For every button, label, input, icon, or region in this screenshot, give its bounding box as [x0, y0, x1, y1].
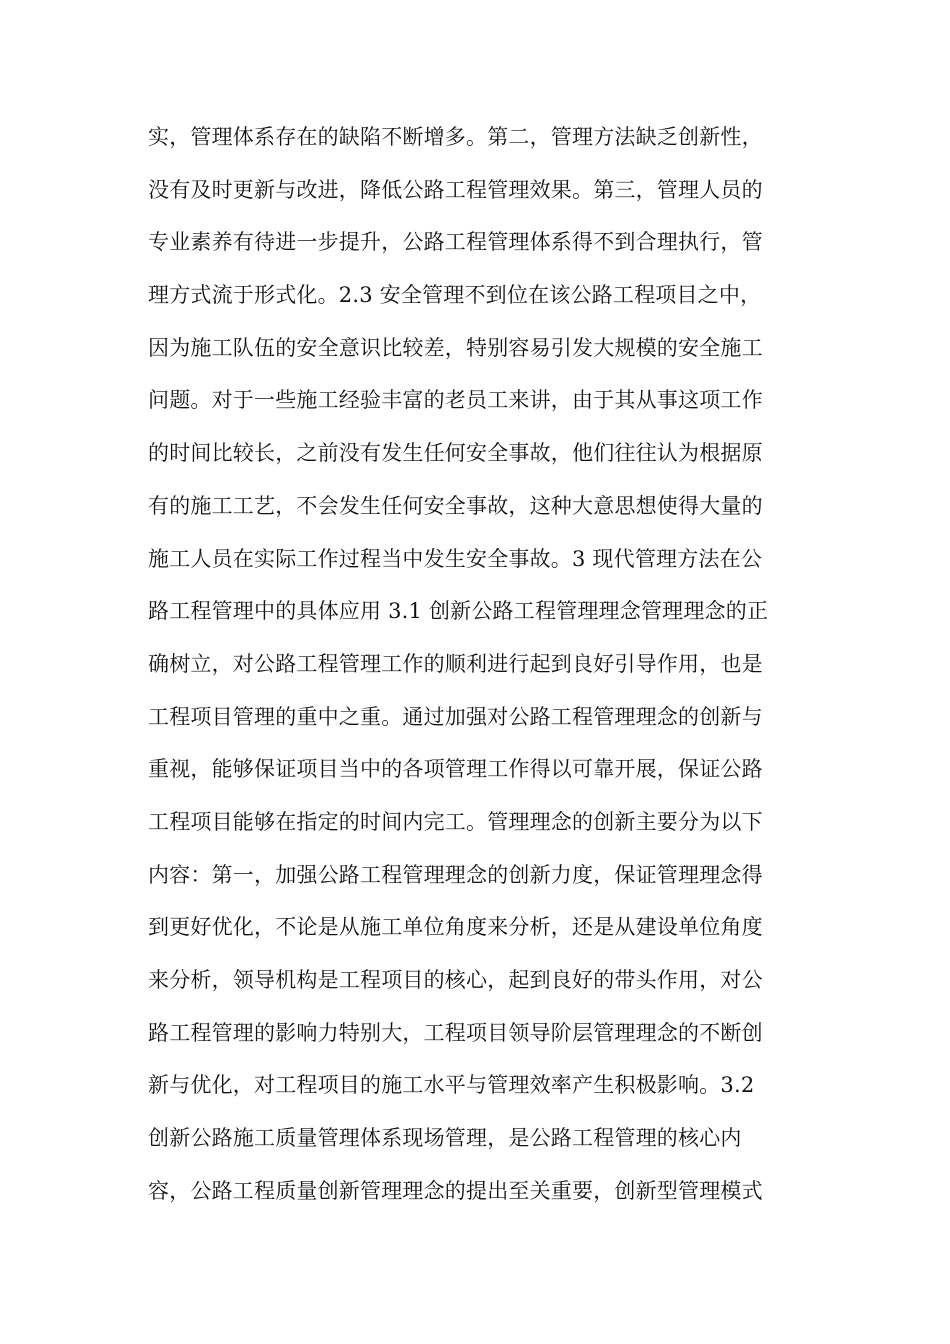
text-line: 工程项目管理的重中之重。通过加强对公路工程管理理念的创新与	[148, 704, 763, 729]
text-line: 路工程管理的影响力特别大，工程项目领导阶层管理理念的不断创	[148, 1020, 763, 1045]
text-line: 到更好优化，不论是从施工单位角度来分析，还是从建设单位角度	[148, 915, 763, 940]
text-line: 没有及时更新与改进，降低公路工程管理效果。第三，管理人员的	[148, 177, 763, 202]
text-line: 来分析，领导机构是工程项目的核心，起到良好的带头作用，对公	[148, 968, 763, 992]
text-line: 创新公路施工质量管理体系现场管理，是公路工程管理的核心内	[148, 1126, 742, 1151]
text-line: 容，公路工程质量创新管理理念的提出至关重要，创新型管理模式	[148, 1178, 763, 1203]
text-line: 确树立，对公路工程管理工作的顺利进行起到良好引导作用，也是	[148, 651, 763, 676]
text-line: 新与优化，对工程项目的施工水平与管理效率产生积极影响。3.2	[148, 1073, 755, 1098]
text-line: 内容：第一，加强公路工程管理理念的创新力度，保证管理理念得	[148, 862, 763, 887]
text-line: 因为施工队伍的安全意识比较差，特别容易引发大规模的安全施工	[148, 335, 763, 360]
text-line: 工程项目能够在指定的时间内完工。管理理念的创新主要分为以下	[148, 809, 763, 834]
text-line: 的时间比较长，之前没有发生任何安全事故，他们往往认为根据原	[148, 441, 763, 466]
text-line: 有的施工工艺，不会发生任何安全事故，这种大意思想使得大量的	[148, 493, 763, 518]
text-line: 理方式流于形式化。2.3 安全管理不到位在该公路工程项目之中，	[148, 283, 762, 308]
text-line: 问题。对于一些施工经验丰富的老员工来讲，由于其从事这项工作	[148, 388, 763, 413]
body-text	[148, 116, 808, 1222]
text-line: 实，管理体系存在的缺陷不断增多。第二，管理方法缺乏创新性，	[148, 125, 763, 149]
text-line: 专业素养有待进一步提升，公路工程管理体系得不到合理执行，管	[148, 230, 763, 255]
text-line: 路工程管理中的具体应用 3.1 创新公路工程管理理念管理理念的正	[148, 599, 769, 624]
text-line: 重视，能够保证项目当中的各项管理工作得以可靠开展，保证公路	[148, 757, 763, 782]
text-line: 施工人员在实际工作过程当中发生安全事故。3 现代管理方法在公	[148, 546, 763, 571]
